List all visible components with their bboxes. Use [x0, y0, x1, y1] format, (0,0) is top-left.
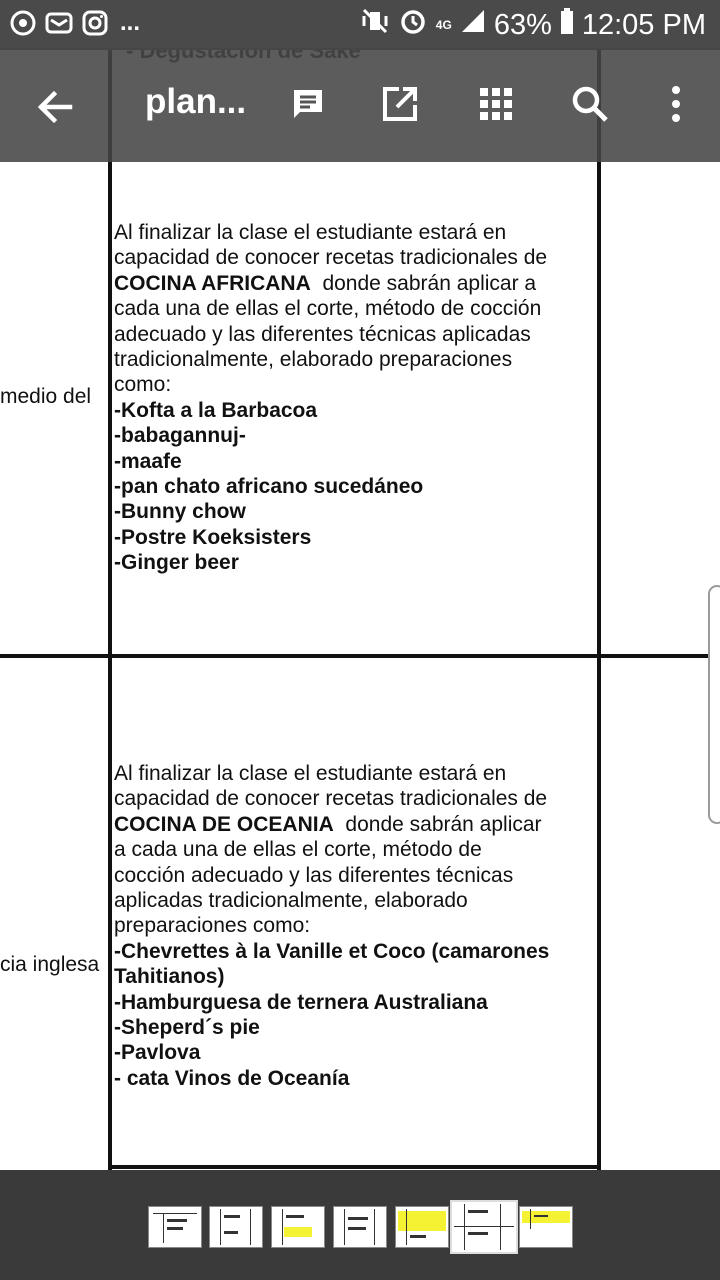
description-line: preparaciones como:	[114, 914, 311, 938]
page-thumbnail-strip	[0, 1170, 720, 1280]
dish-item: Tahitianos)	[114, 965, 225, 989]
open-external-icon[interactable]	[380, 84, 420, 124]
left-column-text: medio del	[0, 385, 92, 408]
alarm-icon	[398, 6, 428, 44]
grid-view-icon[interactable]	[476, 84, 516, 124]
battery-icon	[560, 7, 574, 43]
document-page[interactable]	[0, 50, 720, 1170]
page-thumbnail[interactable]	[148, 1206, 202, 1248]
description-line: a cada una de ellas el corte, método de	[114, 838, 482, 862]
dish-item: -Hamburguesa de ternera Australiana	[114, 990, 488, 1014]
app-toolbar	[0, 48, 720, 162]
table-bottom-border	[110, 1165, 600, 1169]
description-line: cada una de ellas el corte, método de cocción	[114, 297, 542, 321]
dish-item: -Ginger beer	[114, 551, 239, 575]
description-line: como:	[114, 373, 172, 397]
description-line: capacidad de conocer recetas tradicionales de	[114, 246, 548, 270]
clock: 12:05 PM	[581, 8, 706, 41]
cuisine-title: COCINA DE OCEANIA	[114, 812, 334, 836]
description-line: aplicadas tradicionalmente, elaborado	[114, 889, 468, 913]
overflow-notifications: ...	[120, 9, 141, 36]
table-row-divider	[0, 654, 720, 658]
dish-item: -pan chato africano sucedáneo	[114, 475, 424, 499]
table-cell-africa	[114, 220, 599, 576]
table-cell-oceania	[114, 761, 599, 1091]
dish-item: -Sheperd´s pie	[114, 1016, 260, 1040]
description-line: Al finalizar la clase el estudiante estará en	[114, 762, 507, 785]
page-thumbnail[interactable]	[333, 1206, 387, 1248]
search-icon[interactable]	[570, 84, 610, 124]
status-bar	[0, 0, 720, 50]
page-thumbnail[interactable]	[209, 1206, 263, 1248]
dish-item: -Postre Koeksisters	[114, 525, 312, 549]
dish-item: -Kofta a la Barbacoa	[114, 398, 318, 422]
more-options-icon[interactable]	[656, 84, 696, 124]
table-border-left	[108, 50, 112, 1170]
description-line: tradicionalmente, elaborado preparaciones	[114, 348, 513, 372]
dish-item: - cata Vinos de Oceanía	[114, 1066, 350, 1090]
description-line: Al finalizar la clase el estudiante estará en	[114, 221, 507, 244]
description-line: capacidad de conocer recetas tradicionales de	[114, 787, 548, 811]
network-type: 4G	[435, 18, 452, 32]
comment-icon[interactable]	[288, 84, 328, 124]
page-thumbnail[interactable]	[271, 1206, 325, 1248]
mail-icon	[44, 8, 74, 38]
fast-scroll-handle[interactable]	[708, 585, 720, 824]
description-line: adecuado y las diferentes técnicas aplicadas	[114, 322, 531, 346]
dish-item: -Pavlova	[114, 1041, 201, 1065]
battery-level: 63%	[493, 8, 552, 41]
page-thumbnail[interactable]	[395, 1206, 449, 1248]
dish-item: -maafe	[114, 449, 182, 473]
instagram-icon	[80, 8, 110, 38]
dish-item: -Chevrettes à la Vanille et Coco (camarones	[114, 939, 550, 963]
cuisine-title: COCINA AFRICANA	[114, 271, 311, 295]
sync-icon	[8, 8, 38, 38]
page-thumbnail-selected[interactable]	[450, 1200, 518, 1254]
page-thumbnail[interactable]	[519, 1206, 573, 1248]
description-line: cocción adecuado y las diferentes técnicas	[114, 863, 514, 887]
signal-icon	[460, 8, 486, 42]
description-line: COCINA DE OCEANIA donde sabrán aplicar	[114, 812, 542, 836]
description-line: COCINA AFRICANA donde sabrán aplicar a	[114, 271, 537, 295]
mute-vibrate-icon	[360, 6, 390, 44]
document-title[interactable]: plan...	[145, 82, 247, 121]
left-column-text: cia inglesa	[0, 953, 100, 976]
dish-item: -Bunny chow	[114, 500, 246, 524]
dish-item: -babagannuj-	[114, 424, 246, 448]
back-arrow-icon[interactable]	[30, 82, 80, 132]
